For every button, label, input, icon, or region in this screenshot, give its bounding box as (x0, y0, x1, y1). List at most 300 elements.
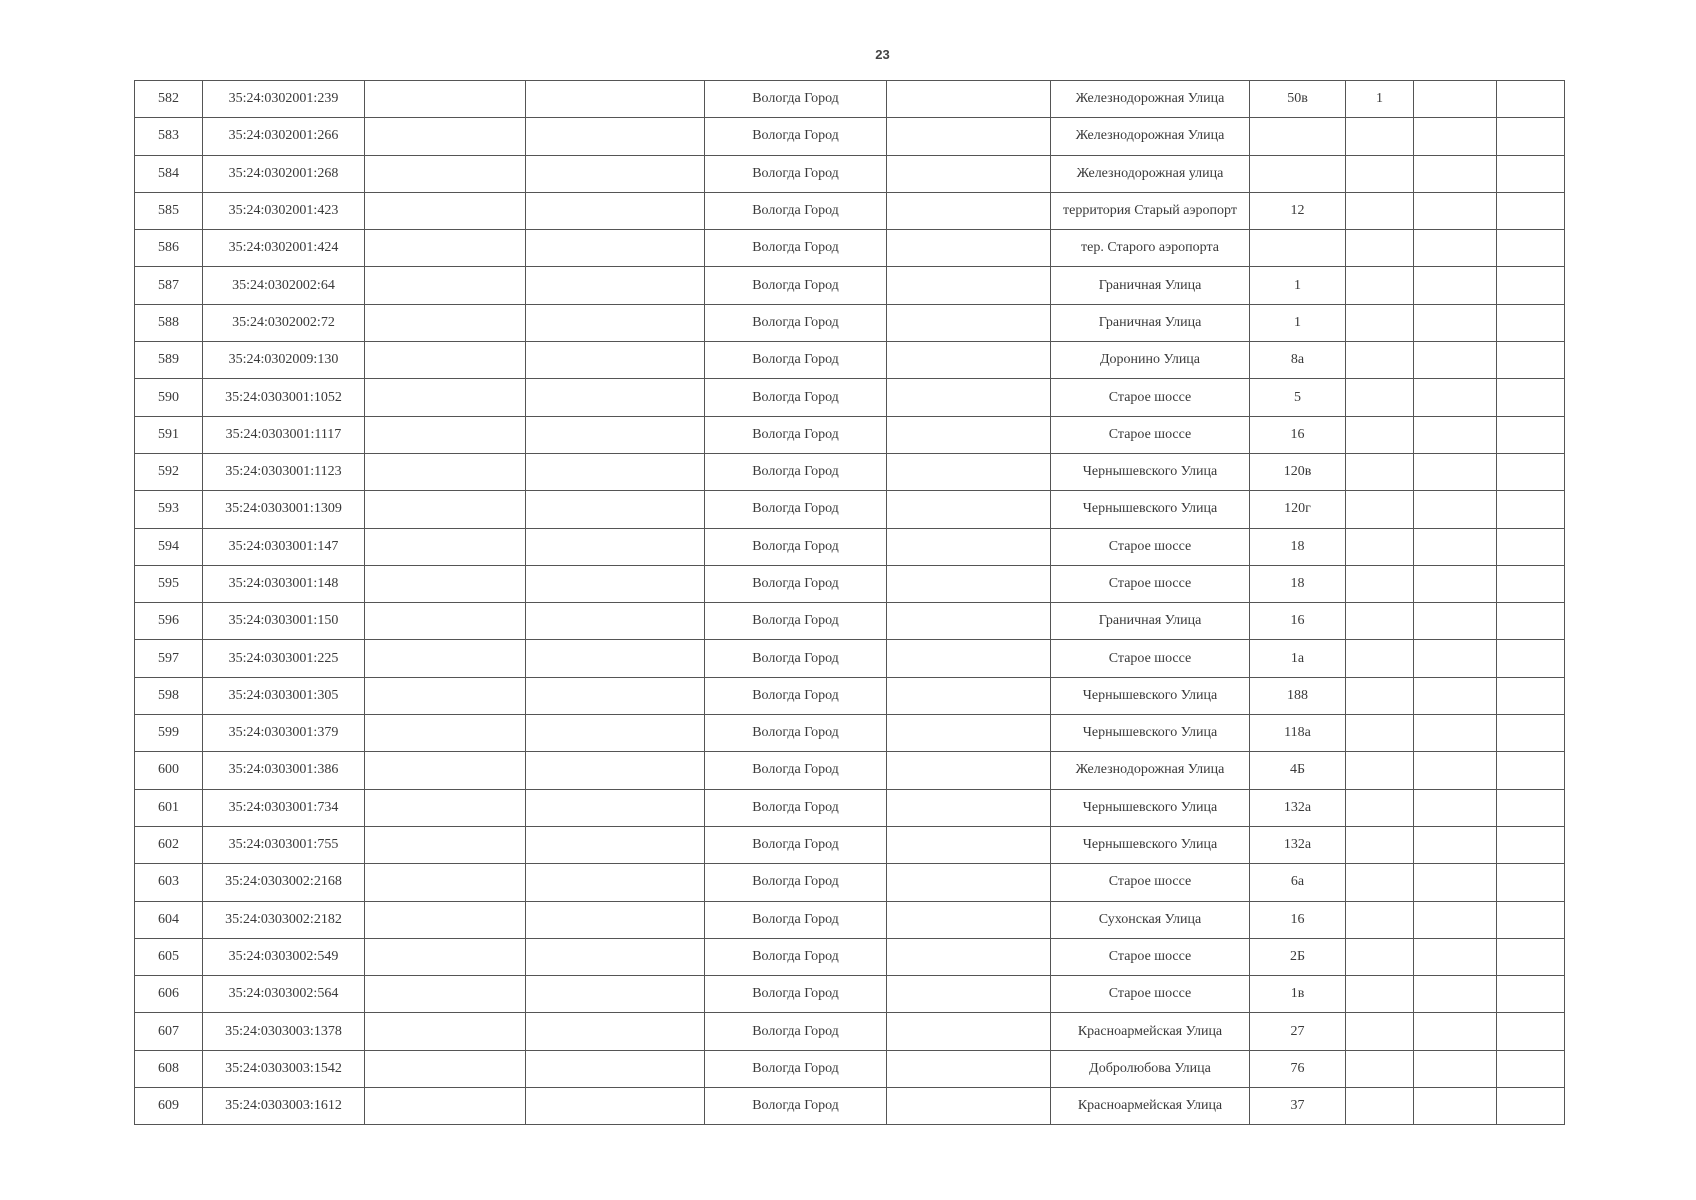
row-number-cell: 605 (135, 938, 203, 975)
empty-cell (1497, 1013, 1565, 1050)
row-number-cell: 600 (135, 752, 203, 789)
table-row (135, 342, 1565, 379)
row-number-cell: 606 (135, 976, 203, 1013)
empty-cell (1414, 789, 1497, 826)
table-row (135, 453, 1565, 490)
street-cell: Чернышевского Улица (1051, 826, 1250, 863)
street-cell: Старое шоссе (1051, 640, 1250, 677)
city-cell: Вологда Город (705, 155, 887, 192)
building-cell (1346, 789, 1414, 826)
house-cell: 118а (1250, 715, 1346, 752)
table-row (135, 976, 1565, 1013)
empty-cell (1497, 192, 1565, 229)
building-cell (1346, 826, 1414, 863)
empty-cell (526, 640, 705, 677)
empty-cell (526, 752, 705, 789)
cadastral-number-cell: 35:24:0302002:64 (203, 267, 365, 304)
house-cell: 5 (1250, 379, 1346, 416)
empty-cell (1414, 1050, 1497, 1087)
empty-cell (365, 826, 526, 863)
building-cell (1346, 1088, 1414, 1125)
empty-cell (887, 789, 1051, 826)
empty-cell (526, 267, 705, 304)
empty-cell (1414, 155, 1497, 192)
row-number-cell: 583 (135, 118, 203, 155)
row-number-cell: 604 (135, 901, 203, 938)
empty-cell (1414, 640, 1497, 677)
house-cell: 132а (1250, 826, 1346, 863)
building-cell (1346, 752, 1414, 789)
city-cell: Вологда Город (705, 528, 887, 565)
table-row (135, 1088, 1565, 1125)
row-number-cell: 595 (135, 565, 203, 602)
empty-cell (1414, 304, 1497, 341)
house-cell: 16 (1250, 901, 1346, 938)
street-cell: Граничная Улица (1051, 603, 1250, 640)
house-cell (1250, 230, 1346, 267)
empty-cell (526, 901, 705, 938)
cadastral-number-cell: 35:24:0302001:268 (203, 155, 365, 192)
street-cell: Чернышевского Улица (1051, 677, 1250, 714)
row-number-cell: 588 (135, 304, 203, 341)
house-cell: 4Б (1250, 752, 1346, 789)
cadastral-number-cell: 35:24:0303001:147 (203, 528, 365, 565)
row-number-cell: 597 (135, 640, 203, 677)
building-cell (1346, 864, 1414, 901)
city-cell: Вологда Город (705, 1013, 887, 1050)
building-cell (1346, 230, 1414, 267)
cadastral-number-cell: 35:24:0303001:1052 (203, 379, 365, 416)
city-cell: Вологда Город (705, 342, 887, 379)
empty-cell (526, 565, 705, 602)
empty-cell (526, 118, 705, 155)
cadastral-number-cell: 35:24:0302001:424 (203, 230, 365, 267)
city-cell: Вологда Город (705, 267, 887, 304)
empty-cell (1497, 752, 1565, 789)
empty-cell (1497, 230, 1565, 267)
row-number-cell: 609 (135, 1088, 203, 1125)
empty-cell (1414, 528, 1497, 565)
empty-cell (526, 192, 705, 229)
street-cell: Добролюбова Улица (1051, 1050, 1250, 1087)
street-cell: Старое шоссе (1051, 416, 1250, 453)
table-row (135, 81, 1565, 118)
row-number-cell: 607 (135, 1013, 203, 1050)
empty-cell (1497, 304, 1565, 341)
street-cell: тер. Старого аэропорта (1051, 230, 1250, 267)
empty-cell (1497, 901, 1565, 938)
row-number-cell: 589 (135, 342, 203, 379)
empty-cell (526, 491, 705, 528)
empty-cell (887, 1050, 1051, 1087)
empty-cell (1497, 976, 1565, 1013)
empty-cell (365, 677, 526, 714)
table-row (135, 938, 1565, 975)
table-row (135, 379, 1565, 416)
empty-cell (1414, 81, 1497, 118)
empty-cell (1497, 640, 1565, 677)
empty-cell (526, 230, 705, 267)
table-row (135, 155, 1565, 192)
empty-cell (526, 715, 705, 752)
empty-cell (1414, 453, 1497, 490)
row-number-cell: 592 (135, 453, 203, 490)
empty-cell (1414, 938, 1497, 975)
building-cell (1346, 379, 1414, 416)
city-cell: Вологда Город (705, 901, 887, 938)
empty-cell (526, 603, 705, 640)
building-cell (1346, 640, 1414, 677)
table-row (135, 565, 1565, 602)
empty-cell (1497, 379, 1565, 416)
row-number-cell: 603 (135, 864, 203, 901)
empty-cell (365, 192, 526, 229)
cadastral-number-cell: 35:24:0302009:130 (203, 342, 365, 379)
street-cell: Чернышевского Улица (1051, 453, 1250, 490)
row-number-cell: 590 (135, 379, 203, 416)
house-cell: 1в (1250, 976, 1346, 1013)
empty-cell (1414, 677, 1497, 714)
table-row (135, 267, 1565, 304)
cadastral-number-cell: 35:24:0303002:549 (203, 938, 365, 975)
empty-cell (887, 640, 1051, 677)
city-cell: Вологда Город (705, 1088, 887, 1125)
empty-cell (887, 342, 1051, 379)
empty-cell (526, 528, 705, 565)
empty-cell (1497, 1088, 1565, 1125)
city-cell: Вологда Город (705, 565, 887, 602)
empty-cell (1414, 379, 1497, 416)
cadastral-number-cell: 35:24:0303001:379 (203, 715, 365, 752)
empty-cell (1497, 155, 1565, 192)
empty-cell (887, 901, 1051, 938)
city-cell: Вологда Город (705, 640, 887, 677)
building-cell (1346, 677, 1414, 714)
row-number-cell: 596 (135, 603, 203, 640)
building-cell (1346, 528, 1414, 565)
cadastral-number-cell: 35:24:0302001:266 (203, 118, 365, 155)
building-cell (1346, 192, 1414, 229)
empty-cell (1497, 864, 1565, 901)
empty-cell (1497, 789, 1565, 826)
empty-cell (887, 379, 1051, 416)
street-cell: Железнодорожная Улица (1051, 752, 1250, 789)
table-row (135, 304, 1565, 341)
street-cell: Чернышевского Улица (1051, 491, 1250, 528)
city-cell: Вологда Город (705, 416, 887, 453)
empty-cell (887, 267, 1051, 304)
empty-cell (887, 677, 1051, 714)
building-cell (1346, 491, 1414, 528)
house-cell: 1а (1250, 640, 1346, 677)
street-cell: Красноармейская Улица (1051, 1088, 1250, 1125)
house-cell: 18 (1250, 565, 1346, 602)
empty-cell (1497, 528, 1565, 565)
city-cell: Вологда Город (705, 453, 887, 490)
empty-cell (887, 565, 1051, 602)
city-cell: Вологда Город (705, 379, 887, 416)
street-cell: Старое шоссе (1051, 379, 1250, 416)
building-cell (1346, 118, 1414, 155)
city-cell: Вологда Город (705, 304, 887, 341)
house-cell: 8а (1250, 342, 1346, 379)
empty-cell (1414, 1013, 1497, 1050)
empty-cell (887, 155, 1051, 192)
empty-cell (526, 826, 705, 863)
table-row (135, 826, 1565, 863)
street-cell: Железнодорожная улица (1051, 155, 1250, 192)
empty-cell (887, 81, 1051, 118)
empty-cell (1414, 901, 1497, 938)
empty-cell (365, 789, 526, 826)
cadastral-number-cell: 35:24:0303002:2168 (203, 864, 365, 901)
empty-cell (1414, 565, 1497, 602)
empty-cell (365, 342, 526, 379)
house-cell: 50в (1250, 81, 1346, 118)
city-cell: Вологда Город (705, 715, 887, 752)
building-cell (1346, 342, 1414, 379)
street-cell: Граничная Улица (1051, 304, 1250, 341)
empty-cell (365, 565, 526, 602)
empty-cell (1497, 81, 1565, 118)
city-cell: Вологда Город (705, 752, 887, 789)
empty-cell (365, 1013, 526, 1050)
empty-cell (526, 677, 705, 714)
empty-cell (887, 976, 1051, 1013)
building-cell (1346, 155, 1414, 192)
empty-cell (1414, 864, 1497, 901)
table-row (135, 118, 1565, 155)
house-cell: 27 (1250, 1013, 1346, 1050)
table-row (135, 789, 1565, 826)
empty-cell (887, 491, 1051, 528)
empty-cell (1497, 342, 1565, 379)
empty-cell (526, 342, 705, 379)
street-cell: Сухонская Улица (1051, 901, 1250, 938)
empty-cell (365, 938, 526, 975)
street-cell: Старое шоссе (1051, 565, 1250, 602)
table-row (135, 1013, 1565, 1050)
empty-cell (526, 1050, 705, 1087)
empty-cell (365, 976, 526, 1013)
empty-cell (887, 304, 1051, 341)
row-number-cell: 584 (135, 155, 203, 192)
building-cell: 1 (1346, 81, 1414, 118)
house-cell: 120г (1250, 491, 1346, 528)
empty-cell (365, 304, 526, 341)
building-cell (1346, 416, 1414, 453)
empty-cell (365, 864, 526, 901)
empty-cell (1414, 976, 1497, 1013)
house-cell (1250, 118, 1346, 155)
table-row (135, 416, 1565, 453)
page-number: 23 (875, 47, 890, 62)
empty-cell (365, 81, 526, 118)
table-row (135, 1050, 1565, 1087)
empty-cell (365, 752, 526, 789)
city-cell: Вологда Город (705, 603, 887, 640)
city-cell: Вологда Город (705, 192, 887, 229)
empty-cell (365, 603, 526, 640)
city-cell: Вологда Город (705, 976, 887, 1013)
empty-cell (1497, 677, 1565, 714)
empty-cell (526, 379, 705, 416)
empty-cell (526, 453, 705, 490)
house-cell: 76 (1250, 1050, 1346, 1087)
row-number-cell: 601 (135, 789, 203, 826)
cadastral-number-cell: 35:24:0302001:239 (203, 81, 365, 118)
row-number-cell: 608 (135, 1050, 203, 1087)
table-row (135, 752, 1565, 789)
house-cell: 12 (1250, 192, 1346, 229)
cadastral-number-cell: 35:24:0303001:225 (203, 640, 365, 677)
empty-cell (887, 752, 1051, 789)
empty-cell (887, 528, 1051, 565)
row-number-cell: 598 (135, 677, 203, 714)
empty-cell (1414, 1088, 1497, 1125)
table-row (135, 192, 1565, 229)
row-number-cell: 602 (135, 826, 203, 863)
cadastral-number-cell: 35:24:0303001:386 (203, 752, 365, 789)
cadastral-number-cell: 35:24:0303001:305 (203, 677, 365, 714)
empty-cell (1414, 342, 1497, 379)
empty-cell (1497, 603, 1565, 640)
cadastral-number-cell: 35:24:0302001:423 (203, 192, 365, 229)
empty-cell (1414, 826, 1497, 863)
cadastral-number-cell: 35:24:0302002:72 (203, 304, 365, 341)
empty-cell (365, 491, 526, 528)
cadastral-number-cell: 35:24:0303001:148 (203, 565, 365, 602)
table-row (135, 603, 1565, 640)
empty-cell (526, 864, 705, 901)
empty-cell (1414, 192, 1497, 229)
empty-cell (1414, 491, 1497, 528)
row-number-cell: 587 (135, 267, 203, 304)
property-registry-table (134, 80, 1565, 1125)
building-cell (1346, 1013, 1414, 1050)
house-cell: 132а (1250, 789, 1346, 826)
street-cell: Железнодорожная Улица (1051, 118, 1250, 155)
city-cell: Вологда Город (705, 826, 887, 863)
building-cell (1346, 304, 1414, 341)
empty-cell (365, 1088, 526, 1125)
empty-cell (887, 453, 1051, 490)
empty-cell (365, 118, 526, 155)
empty-cell (1497, 118, 1565, 155)
row-number-cell: 585 (135, 192, 203, 229)
cadastral-number-cell: 35:24:0303001:1123 (203, 453, 365, 490)
empty-cell (1497, 715, 1565, 752)
empty-cell (887, 715, 1051, 752)
cadastral-number-cell: 35:24:0303003:1542 (203, 1050, 365, 1087)
row-number-cell: 593 (135, 491, 203, 528)
building-cell (1346, 453, 1414, 490)
empty-cell (526, 416, 705, 453)
empty-cell (1414, 230, 1497, 267)
cadastral-number-cell: 35:24:0303001:150 (203, 603, 365, 640)
table-row (135, 677, 1565, 714)
row-number-cell: 582 (135, 81, 203, 118)
empty-cell (1414, 416, 1497, 453)
cadastral-number-cell: 35:24:0303001:755 (203, 826, 365, 863)
city-cell: Вологда Город (705, 864, 887, 901)
cadastral-number-cell: 35:24:0303001:734 (203, 789, 365, 826)
cadastral-number-cell: 35:24:0303002:564 (203, 976, 365, 1013)
row-number-cell: 591 (135, 416, 203, 453)
table-row (135, 491, 1565, 528)
cadastral-number-cell: 35:24:0303002:2182 (203, 901, 365, 938)
empty-cell (526, 1013, 705, 1050)
empty-cell (365, 230, 526, 267)
house-cell: 16 (1250, 603, 1346, 640)
house-cell: 120в (1250, 453, 1346, 490)
empty-cell (1414, 715, 1497, 752)
table-row (135, 715, 1565, 752)
empty-cell (887, 1013, 1051, 1050)
row-number-cell: 594 (135, 528, 203, 565)
empty-cell (887, 938, 1051, 975)
table-row (135, 230, 1565, 267)
house-cell: 18 (1250, 528, 1346, 565)
city-cell: Вологда Город (705, 118, 887, 155)
empty-cell (365, 155, 526, 192)
empty-cell (887, 826, 1051, 863)
house-cell (1250, 155, 1346, 192)
building-cell (1346, 565, 1414, 602)
cadastral-number-cell: 35:24:0303003:1612 (203, 1088, 365, 1125)
table-row (135, 528, 1565, 565)
cadastral-number-cell: 35:24:0303003:1378 (203, 1013, 365, 1050)
building-cell (1346, 715, 1414, 752)
empty-cell (1497, 938, 1565, 975)
city-cell: Вологда Город (705, 938, 887, 975)
city-cell: Вологда Город (705, 1050, 887, 1087)
empty-cell (887, 1088, 1051, 1125)
empty-cell (1414, 267, 1497, 304)
building-cell (1346, 603, 1414, 640)
empty-cell (526, 938, 705, 975)
street-cell: Граничная Улица (1051, 267, 1250, 304)
row-number-cell: 586 (135, 230, 203, 267)
empty-cell (1414, 118, 1497, 155)
empty-cell (365, 267, 526, 304)
empty-cell (526, 81, 705, 118)
empty-cell (887, 192, 1051, 229)
empty-cell (365, 453, 526, 490)
empty-cell (526, 304, 705, 341)
house-cell: 2Б (1250, 938, 1346, 975)
empty-cell (365, 416, 526, 453)
building-cell (1346, 901, 1414, 938)
house-cell: 188 (1250, 677, 1346, 714)
street-cell: Старое шоссе (1051, 528, 1250, 565)
house-cell: 16 (1250, 416, 1346, 453)
table-row (135, 640, 1565, 677)
empty-cell (1497, 565, 1565, 602)
house-cell: 1 (1250, 267, 1346, 304)
empty-cell (365, 901, 526, 938)
empty-cell (1414, 752, 1497, 789)
empty-cell (365, 1050, 526, 1087)
empty-cell (365, 715, 526, 752)
street-cell: Старое шоссе (1051, 864, 1250, 901)
cadastral-number-cell: 35:24:0303001:1309 (203, 491, 365, 528)
empty-cell (1497, 1050, 1565, 1087)
cadastral-number-cell: 35:24:0303001:1117 (203, 416, 365, 453)
city-cell: Вологда Город (705, 81, 887, 118)
empty-cell (526, 1088, 705, 1125)
building-cell (1346, 1050, 1414, 1087)
